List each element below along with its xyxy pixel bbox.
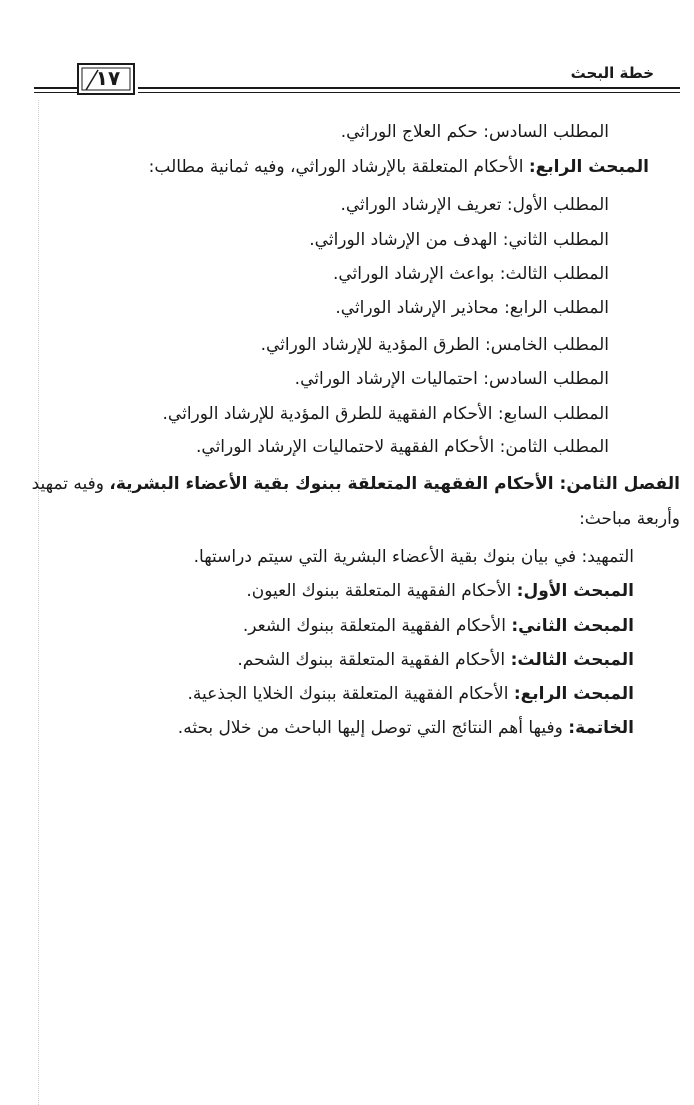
toc-line: المبحث الرابع: الأحكام الفقهية المتعلقة ببنوك الخلايا الجذعية. — [187, 684, 634, 704]
toc-line: التمهيد: في بيان بنوك بقية الأعضاء البشرية التي سيتم دراستها. — [193, 547, 634, 567]
toc-line: المطلب الثالث: بواعث الإرشاد الوراثي. — [332, 264, 609, 284]
toc-line: المطلب الثامن: الأحكام الفقهية لاحتماليات الإرشاد الوراثي. — [196, 437, 609, 457]
toc-line: المطلب الأول: تعريف الإرشاد الوراثي. — [340, 195, 609, 215]
toc-line: المبحث الأول: الأحكام الفقهية المتعلقة ببنوك العيون. — [246, 581, 634, 601]
toc-line: المطلب الخامس: الطرق المؤدية للإرشاد الوراثي. — [260, 335, 609, 355]
toc-line: الخاتمة: وفيها أهم النتائج التي توصل إليها الباحث من خلال بحثه. — [177, 718, 634, 738]
toc-line: المطلب السادس: حكم العلاج الوراثي. — [340, 122, 609, 142]
toc-line: المطلب الرابع: محاذير الإرشاد الوراثي. — [335, 298, 609, 318]
toc-line: المطلب السادس: احتماليات الإرشاد الوراثي. — [294, 369, 609, 389]
toc-line: المطلب الثاني: الهدف من الإرشاد الوراثي. — [309, 230, 609, 250]
page-number: ١٧ — [95, 66, 121, 90]
toc-line: المبحث الثالث: الأحكام الفقهية المتعلقة ببنوك الشحم. — [237, 650, 634, 670]
running-title: خطة البحث — [570, 64, 654, 82]
toc-line: المبحث الرابع: الأحكام المتعلقة بالإرشاد الوراثي، وفيه ثمانية مطالب: — [148, 157, 649, 177]
toc-line: الفصل الثامن: الأحكام الفقهية المتعلقة ببنوك بقية الأعضاء البشرية، وفيه تمهيد — [31, 474, 680, 494]
toc-line: وأربعة مباحث: — [579, 509, 680, 529]
toc-line: المبحث الثاني: الأحكام الفقهية المتعلقة ببنوك الشعر. — [242, 616, 634, 636]
toc-line: المطلب السابع: الأحكام الفقهية للطرق المؤدية للإرشاد الوراثي. — [162, 404, 609, 424]
